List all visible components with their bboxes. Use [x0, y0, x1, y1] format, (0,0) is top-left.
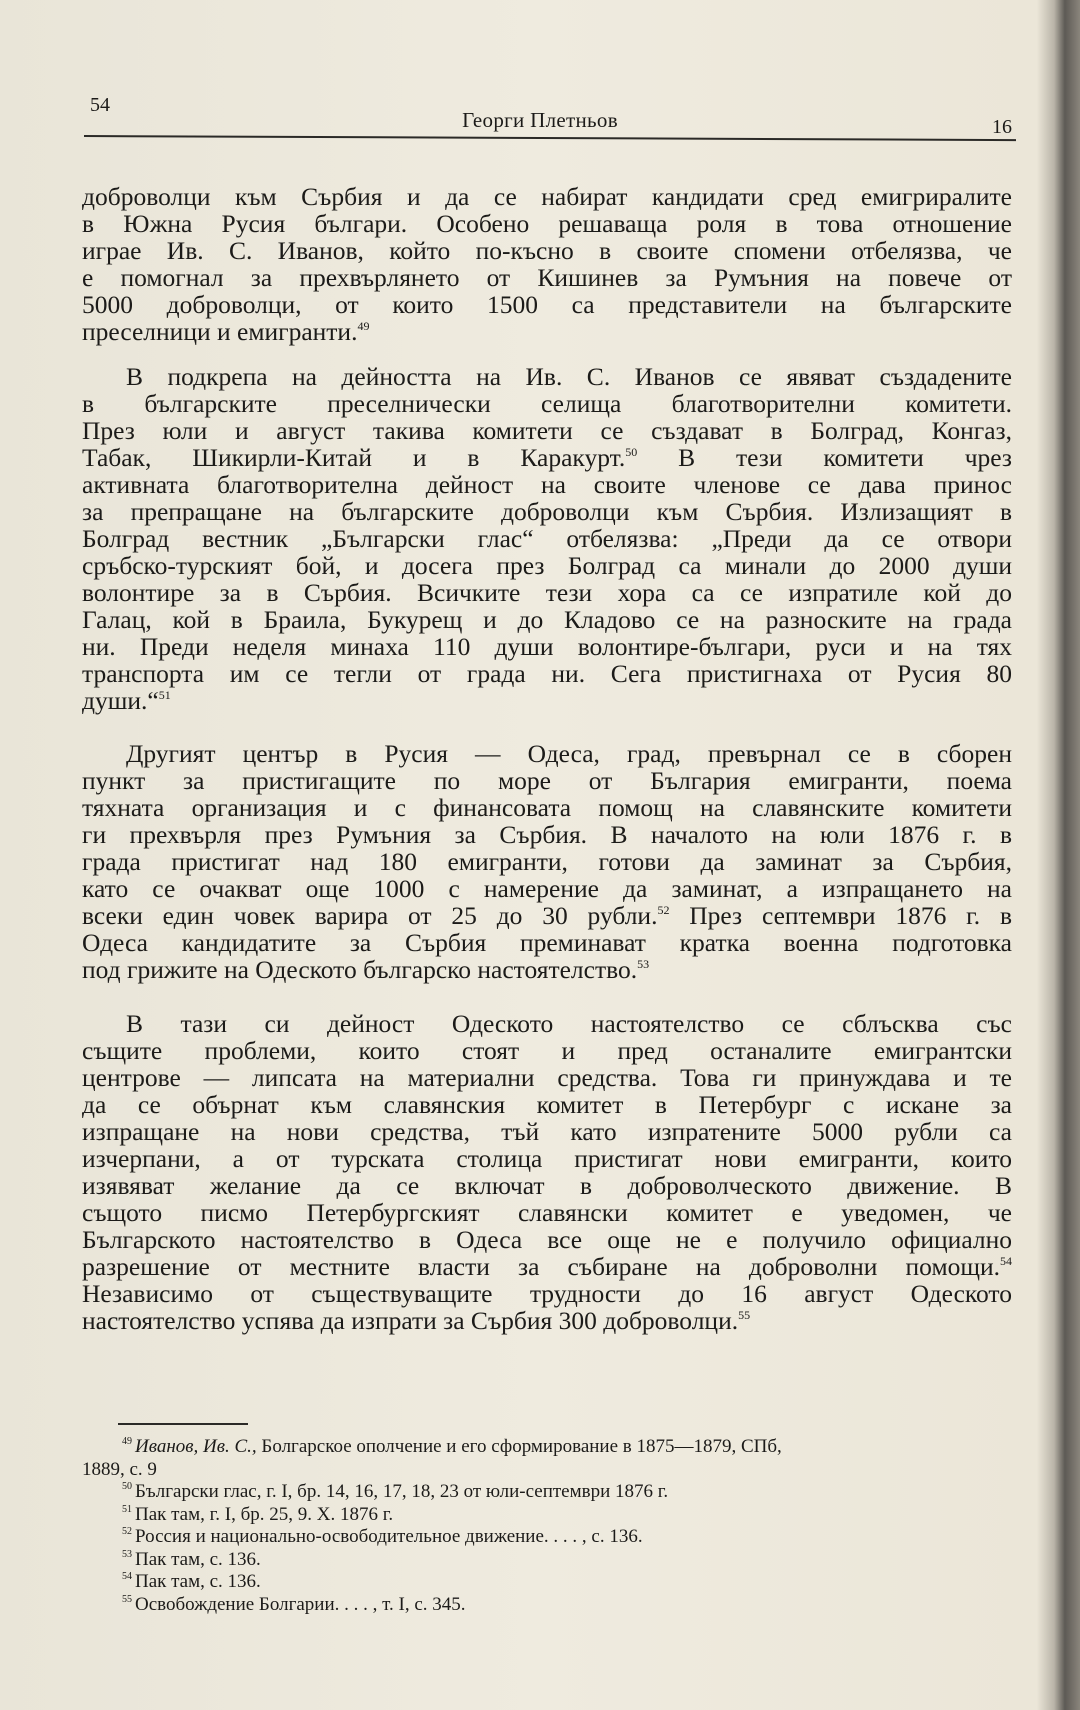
footnote-number: 55 — [122, 1593, 132, 1605]
header-rule — [84, 135, 1016, 141]
footnote — [82, 1481, 1012, 1504]
text-line — [82, 1226, 1012, 1253]
text-line — [82, 633, 1012, 660]
paragraph — [82, 363, 1012, 714]
text-line — [82, 821, 1012, 848]
text-line — [82, 1172, 1012, 1199]
line-text: за препращане на българските доброволци към Сърбия. Излизащият в — [82, 497, 1012, 526]
footnote-text: Пак там, с. 136. — [135, 1571, 261, 1592]
footnote-number: 54 — [122, 1571, 132, 1582]
page-number-right: 16 — [992, 116, 1012, 138]
footnote-author: Иванов, Ив. С., — [135, 1436, 257, 1457]
text-line — [82, 498, 1012, 525]
footnote-ref: 53 — [637, 957, 650, 971]
running-title: Георги Плетньов — [462, 108, 618, 132]
text-line — [82, 210, 1012, 237]
line-text: центрове — липсата на материални средства. Това ги принуждава и те — [82, 1063, 1012, 1092]
text-line — [82, 363, 1012, 390]
footnote — [82, 1571, 1012, 1594]
text-line — [82, 1118, 1012, 1145]
line-text: пункт за пристигащите по море от България емигранти, поема — [82, 766, 1012, 795]
line-text: тяхната организация и с финансовата помощ на славянските комитети — [82, 793, 1012, 822]
line-text: е помогнал за прехвърлянето от Кишинев за Румъния на повече от — [82, 263, 1012, 292]
text-line — [82, 875, 1012, 902]
line-text: души.“ — [82, 686, 159, 715]
footnotes — [82, 1436, 1012, 1616]
line-text: като се очакват още 1000 с намерение да заминат, а изпращането на — [82, 874, 1012, 903]
line-text: В подкрепа на дейността на Ив. С. Иванов се явяват създадените — [126, 362, 1012, 391]
text-line — [82, 390, 1012, 417]
line-text: изявяват желание да се включат в доброволческото движение. В — [82, 1171, 1012, 1200]
line-text: Одеса кандидатите за Сърбия преминават кратка военна подготовка — [82, 928, 1012, 957]
line-text: Другият център в Русия — Одеса, град, превърнал се в сборен — [126, 739, 1012, 768]
line-text: да се обърнат към славянския комитет в Петербург с искане за — [82, 1090, 1012, 1119]
text-line — [82, 1199, 1012, 1226]
footnote-number: 52 — [122, 1526, 132, 1537]
text-line — [82, 1253, 1012, 1280]
line-text: доброволци към Сърбия и да се набират кандидати сред емигриралите — [82, 182, 1012, 211]
footnote-number: 49 — [122, 1436, 132, 1447]
text-line — [82, 606, 1012, 633]
line-text: транспорта им се тегли от града ни. Сега пристигнаха от Русия 80 — [82, 659, 1012, 688]
footnote-ref: 50 — [625, 445, 638, 459]
line-text: разрешение от местните власти за събиране на доброволни помощи. — [82, 1252, 1000, 1281]
paragraph — [82, 183, 1012, 345]
line-text: настоятелство успява да изпрати за Сърбия 300 доброволци. — [82, 1306, 739, 1335]
footnote-number: 50 — [122, 1481, 132, 1492]
line-text: всеки един човек варира от 25 до 30 рубли. — [82, 901, 658, 930]
footnote-text: Болгарское ополчение и его сформирование в 1875—1879, СПб, — [256, 1436, 782, 1457]
footnote-ref: 54 — [1000, 1254, 1012, 1268]
line-text: изчерпани, а от турската столица пристигат нови емигранти, които — [82, 1144, 1012, 1173]
text-line — [82, 687, 1012, 714]
line-text: изпращане на нови средства, тъй като изпратените 5000 рубли са — [82, 1117, 1012, 1146]
line-text: 5000 доброволци, от които 1500 са представители на българските — [82, 290, 1012, 319]
page-number-left: 54 — [90, 94, 110, 116]
footnote-text: Пак там, г. I, бр. 25, 9. X. 1876 г. — [135, 1503, 394, 1525]
text-line — [82, 956, 1012, 983]
line-text: града пристигат над 180 емигранти, готови да заминат за Сърбия, — [82, 847, 1012, 876]
text-line — [82, 1145, 1012, 1172]
paragraph — [82, 1010, 1012, 1334]
footnote-text: Български глас, г. I, бр. 14, 16, 17, 18, 23 от юли-септември 1876 г. — [135, 1481, 669, 1502]
text-line — [82, 1010, 1012, 1037]
line-text: в българските преселнически селища благотворителни комитети. — [82, 389, 1012, 418]
text-line — [82, 767, 1012, 794]
line-text: същото писмо Петербургският славянски комитет е уведомен, че — [82, 1198, 1012, 1227]
text-line — [82, 794, 1012, 821]
text-line — [82, 525, 1012, 552]
footnote-ref: 49 — [357, 319, 370, 333]
line-text: Болград вестник „Български глас“ отбелязва: „Преди да се отвори — [82, 524, 1012, 553]
text-line — [82, 444, 1012, 471]
text-line — [82, 1280, 1012, 1307]
footnote-text: Россия и национально-освободительное движение. . . . , с. 136. — [135, 1526, 643, 1547]
paragraph — [82, 740, 1012, 983]
line-text: В тези комитети чрез — [637, 443, 1012, 472]
text-line — [82, 1307, 1012, 1334]
footnote — [82, 1594, 1012, 1617]
line-text: През септември 1876 г. в — [669, 901, 1012, 930]
line-text: ги прехвърля през Румъния за Сърбия. В началото на юли 1876 г. в — [82, 820, 1012, 849]
text-line — [82, 417, 1012, 444]
footnote — [82, 1549, 1012, 1572]
footnote-continuation: 1889, с. 9 — [82, 1458, 157, 1480]
text-line — [82, 902, 1012, 929]
line-text: Българското настоятелство в Одеса все още не е получило официално — [82, 1225, 1012, 1254]
line-text: волонтире за в Сърбия. Всичките тези хора са се изпратиле кой до — [82, 578, 1012, 607]
text-line — [82, 552, 1012, 579]
line-text: Галац, кой в Браила, Букурещ и до Кладово се на разноските на града — [82, 605, 1012, 634]
footnote-number: 51 — [122, 1503, 132, 1515]
footnote — [82, 1504, 1012, 1527]
line-text: Табак, Шикирли-Китай и в Каракурт. — [82, 443, 626, 472]
text-line — [82, 1091, 1012, 1118]
text-line — [82, 264, 1012, 291]
footnote — [82, 1436, 1012, 1459]
footnote-text: Пак там, с. 136. — [135, 1548, 261, 1570]
footnote-number: 53 — [122, 1548, 132, 1560]
line-text: под грижите на Одеското българско настоятелство. — [82, 955, 638, 984]
text-line — [82, 1037, 1012, 1064]
footnote-ref: 51 — [158, 688, 171, 702]
line-text: През юли и август такива комитети се създават в Болград, Конгаз, — [82, 416, 1012, 445]
text-line — [82, 183, 1012, 210]
line-text: същите проблеми, които стоят и пред останалите емигрантски — [82, 1036, 1012, 1065]
line-text: сръбско-турският бой, и досега през Болград са минали до 2000 души — [82, 551, 1012, 580]
text-line — [82, 471, 1012, 498]
line-text: преселници и емигранти. — [82, 317, 358, 346]
text-line — [82, 929, 1012, 956]
line-text: ни. Преди неделя минаха 110 души волонтире-българи, руси и на тях — [82, 632, 1012, 661]
line-text: В тази си дейност Одеското настоятелство се сблъсква със — [126, 1009, 1012, 1038]
text-line — [82, 740, 1012, 767]
text-line — [82, 237, 1012, 264]
line-text: Независимо от съществуващите трудности до 16 август Одеското — [82, 1279, 1012, 1308]
footnote-separator — [118, 1423, 248, 1425]
footnote — [82, 1526, 1012, 1549]
line-text: в Южна Русия българи. Особено решаваща роля в това отношение — [82, 209, 1012, 238]
footnote-ref: 52 — [657, 903, 670, 917]
text-line — [82, 1064, 1012, 1091]
text-line — [82, 579, 1012, 606]
line-text: активната благотворителна дейност на своите членове се дава принос — [82, 470, 1012, 499]
text-line — [82, 291, 1012, 318]
text-line — [82, 848, 1012, 875]
line-text: играе Ив. С. Иванов, който по-късно в своите спомени отбелязва, че — [82, 236, 1012, 265]
footnote-text: Освобождение Болгарии. . . . , т. I, с. 345. — [135, 1593, 466, 1615]
text-line — [82, 660, 1012, 687]
footnote-ref: 55 — [738, 1308, 751, 1322]
text-line — [82, 318, 1012, 345]
